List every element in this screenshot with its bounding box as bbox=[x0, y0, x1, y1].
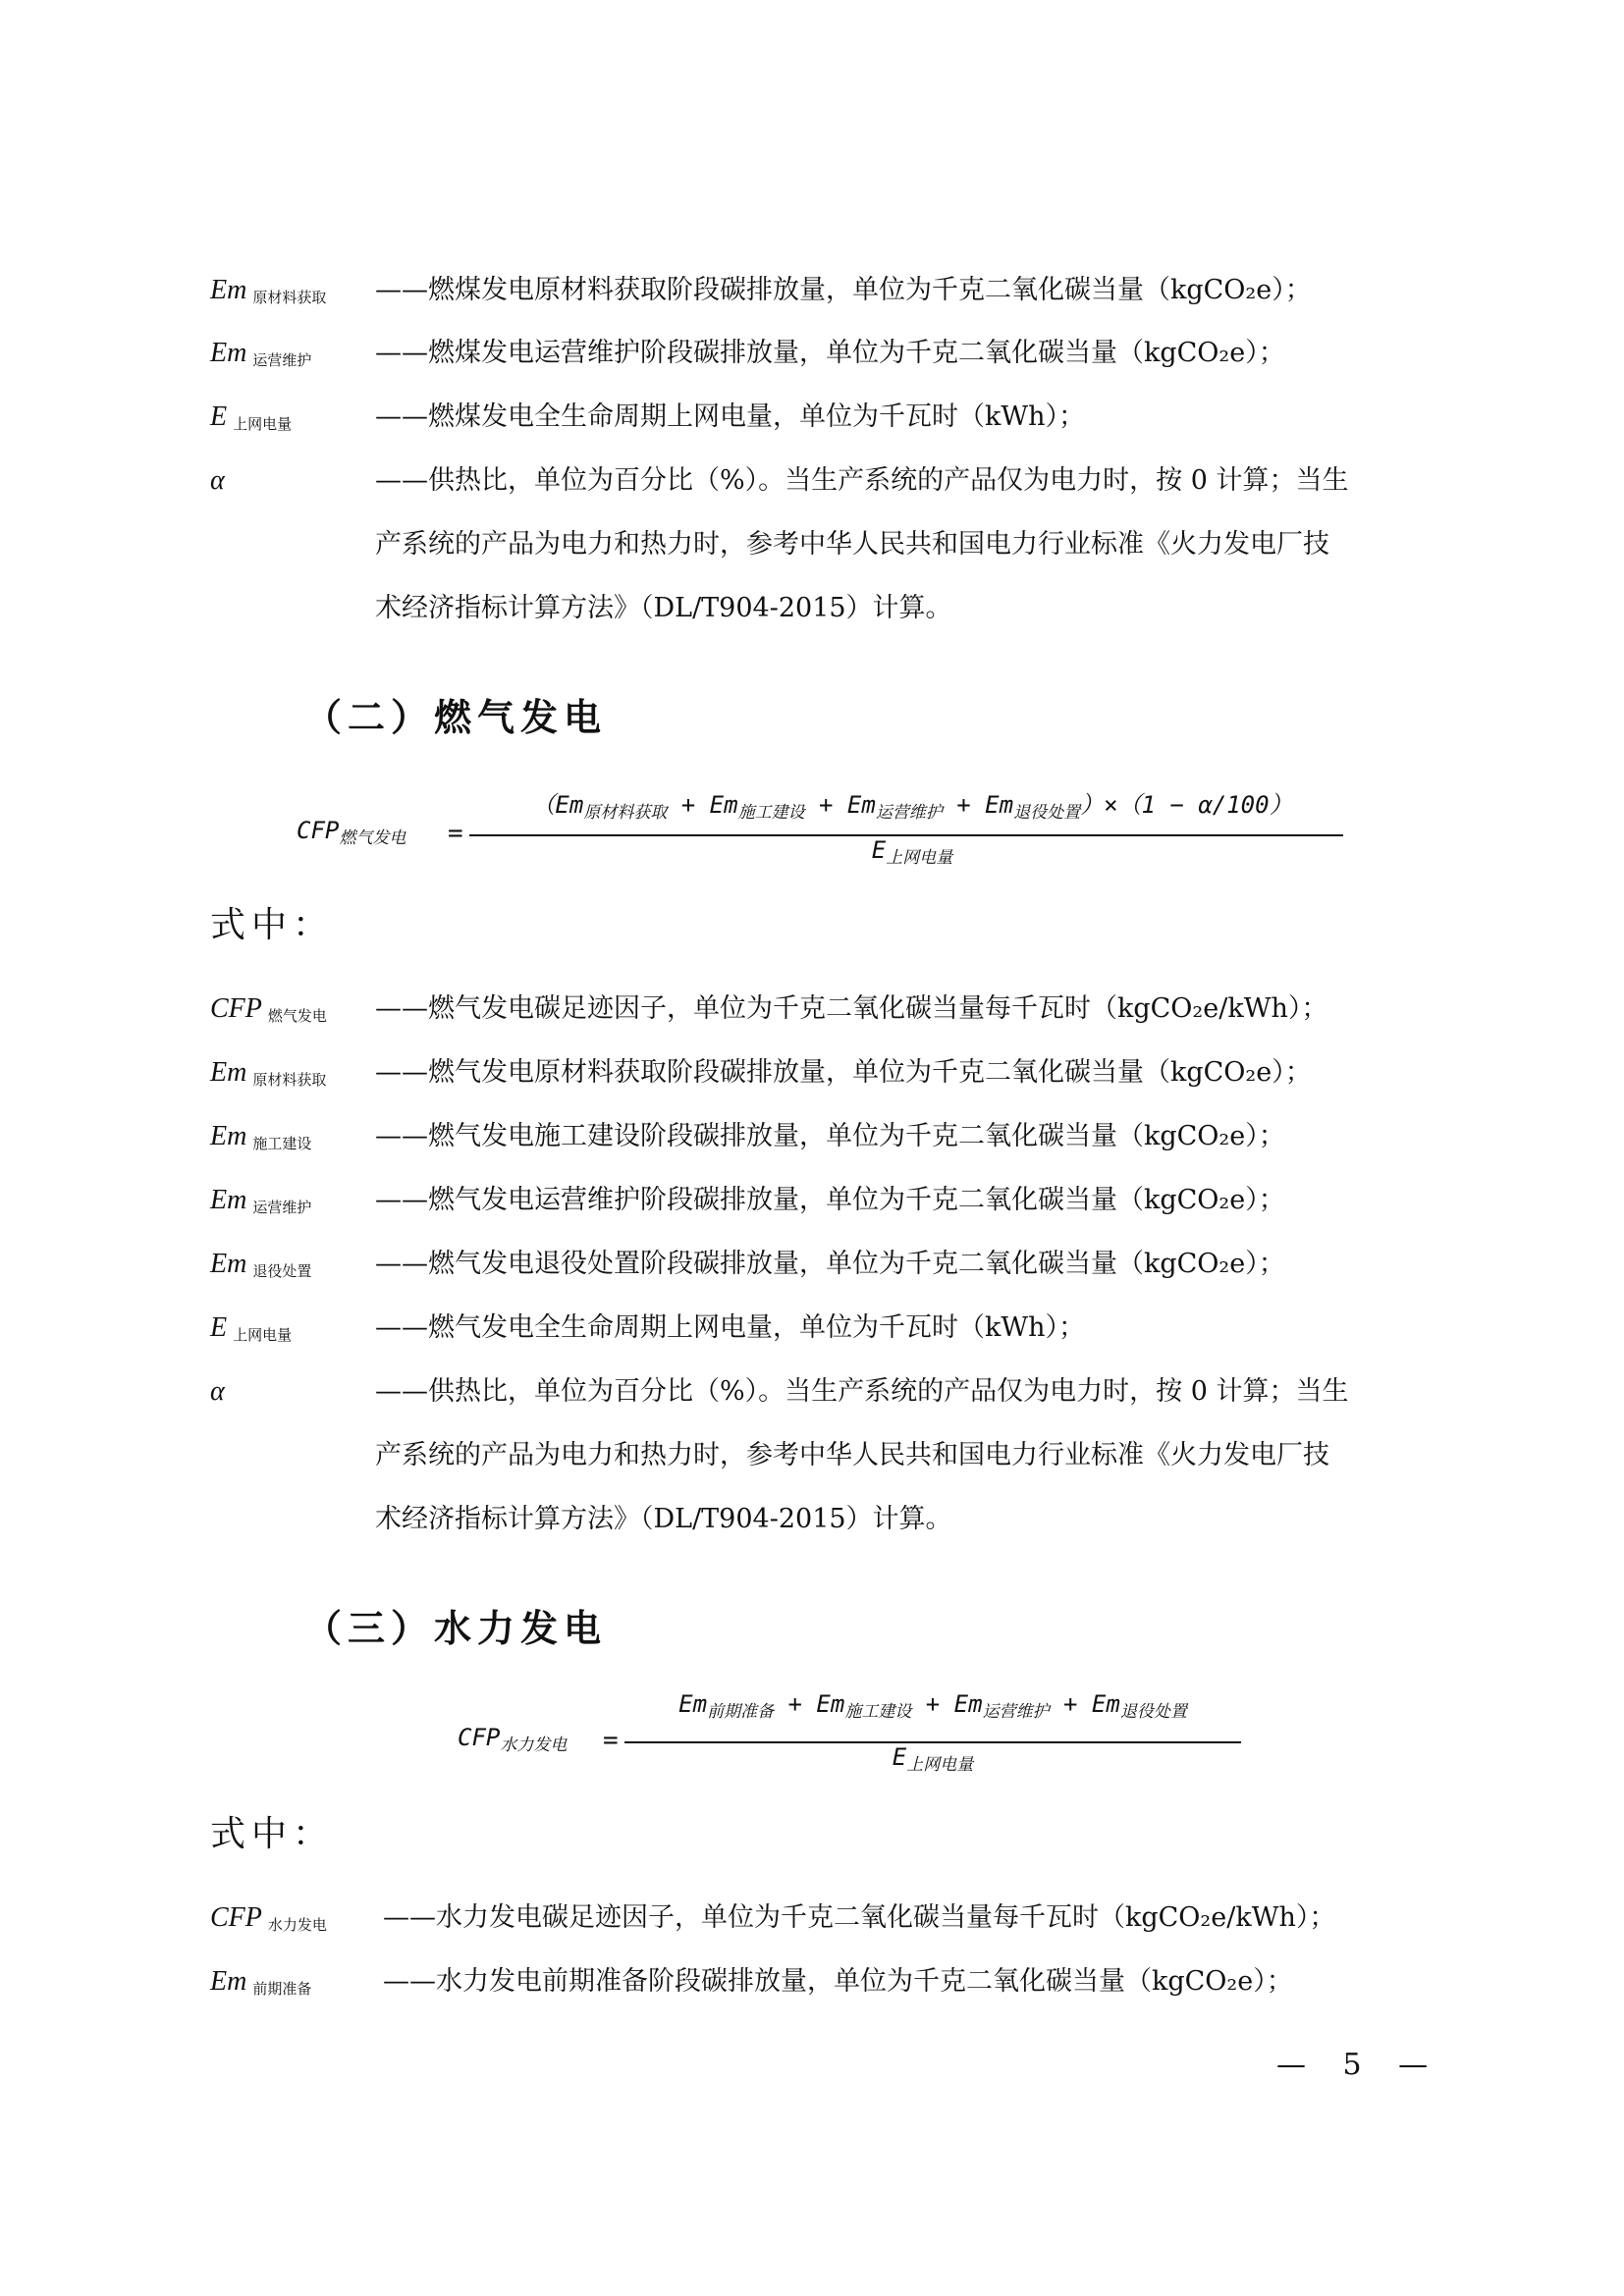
where-label: 式中： bbox=[210, 905, 335, 945]
definition-text: ——燃煤发电运营维护阶段碳排放量，单位为千克二氧化碳当量（kgCO₂e）； bbox=[375, 338, 1285, 368]
definition-text: ——燃气发电施工建设阶段碳排放量，单位为千克二氧化碳当量（kgCO₂e）； bbox=[375, 1121, 1285, 1151]
definition-symbol: Em $_{运营维护}$ bbox=[210, 1185, 312, 1216]
definition-symbol: Em $_{原材料获取}$ bbox=[210, 275, 327, 306]
page-number: — 5 — bbox=[1276, 2048, 1442, 2082]
definition-text: ——燃煤发电全生命周期上网电量，单位为千瓦时（kWh）； bbox=[375, 401, 1086, 432]
definition-row bbox=[210, 386, 1428, 449]
section-heading: （二）燃气发电 bbox=[304, 696, 608, 739]
definition-row bbox=[210, 450, 1428, 512]
definition-row bbox=[210, 978, 1428, 1041]
definition-row bbox=[210, 1041, 1428, 1104]
definition-row bbox=[210, 1887, 1428, 1949]
definition-symbol: α bbox=[210, 465, 225, 496]
definition-text: ——燃气发电退役处置阶段碳排放量，单位为千克二氧化碳当量（kgCO₂e）； bbox=[375, 1249, 1285, 1279]
definition-row bbox=[210, 1105, 1428, 1168]
definition-text: ——燃气发电全生命周期上网电量，单位为千瓦时（kWh）； bbox=[375, 1312, 1086, 1343]
definition-symbol: CFP $_{水力发电}$ bbox=[210, 1902, 327, 1934]
formula-numerator: $(Em_{原材料获取} + Em_{施工建设} + Em_{运营维护} + Em_{退役处置})\times(1 - \alpha/100)$ bbox=[531, 791, 1293, 823]
definition-symbol: E $_{上网电量}$ bbox=[210, 1312, 293, 1344]
continuation-line: 术经济指标计算方法》（DL/T904-2015）计算。 bbox=[375, 593, 952, 623]
definition-text: ——水力发电前期准备阶段碳排放量，单位为千克二氧化碳当量（kgCO₂e）； bbox=[383, 1966, 1293, 1997]
definition-symbol: Em $_{退役处置}$ bbox=[210, 1249, 312, 1280]
definition-symbol: Em $_{原材料获取}$ bbox=[210, 1057, 327, 1089]
definition-text: ——燃气发电原材料获取阶段碳排放量，单位为千克二氧化碳当量（kgCO₂e）； bbox=[375, 1057, 1312, 1088]
definition-row bbox=[210, 322, 1428, 385]
definition-text: ——供热比，单位为百分比（%）。当生产系统的产品仅为电力时，按 0 计算；当生 bbox=[375, 1376, 1349, 1407]
formula-equals: = bbox=[448, 819, 463, 848]
definition-symbol: Em $_{施工建设}$ bbox=[210, 1121, 312, 1152]
definition-row bbox=[210, 1169, 1428, 1232]
definition-text: ——供热比，单位为百分比（%）。当生产系统的产品仅为电力时，按 0 计算；当生 bbox=[375, 465, 1349, 496]
formula-lhs: $CFP_{水力发电}$ bbox=[458, 1724, 568, 1755]
definition-text: ——燃煤发电原材料获取阶段碳排放量，单位为千克二氧化碳当量（kgCO₂e）； bbox=[375, 275, 1312, 305]
continuation-line: 术经济指标计算方法》（DL/T904-2015）计算。 bbox=[375, 1504, 952, 1534]
formula-equals: = bbox=[603, 1726, 619, 1755]
definition-symbol: E $_{上网电量}$ bbox=[210, 401, 293, 433]
definition-row bbox=[210, 259, 1428, 322]
continuation-line: 产系统的产品为电力和热力时，参考中华人民共和国电力行业标准《火力发电厂技 bbox=[375, 529, 1329, 560]
definition-text: ——水力发电碳足迹因子，单位为千克二氧化碳当量每千瓦时（kgCO₂e/kWh）； bbox=[383, 1902, 1336, 1933]
definition-row bbox=[210, 1950, 1428, 2013]
section-heading: （三）水力发电 bbox=[304, 1607, 608, 1650]
formula-lhs: $CFP_{燃气发电}$ bbox=[297, 817, 406, 848]
definition-row bbox=[210, 1361, 1428, 1423]
definition-symbol: Em $_{运营维护}$ bbox=[210, 338, 312, 369]
definition-text: ——燃气发电运营维护阶段碳排放量，单位为千克二氧化碳当量（kgCO₂e）； bbox=[375, 1185, 1285, 1215]
formula-numerator: $Em_{前期准备} + Em_{施工建设} + Em_{运营维护} + Em_{退役处置}$ bbox=[678, 1690, 1187, 1722]
definition-text: ——燃气发电碳足迹因子，单位为千克二氧化碳当量每千瓦时（kgCO₂e/kWh）； bbox=[375, 993, 1328, 1024]
continuation-line: 产系统的产品为电力和热力时，参考中华人民共和国电力行业标准《火力发电厂技 bbox=[375, 1440, 1329, 1470]
definition-symbol: α bbox=[210, 1376, 225, 1407]
formula-denominator: $E_{上网电量}$ bbox=[892, 1743, 974, 1775]
definition-row bbox=[210, 1297, 1428, 1360]
where-label: 式中： bbox=[210, 1814, 335, 1854]
definition-row bbox=[210, 1233, 1428, 1296]
definition-symbol: CFP $_{燃气发电}$ bbox=[210, 993, 327, 1025]
formula-denominator: $E_{上网电量}$ bbox=[871, 836, 953, 868]
definition-symbol: Em $_{前期准备}$ bbox=[210, 1966, 312, 1998]
